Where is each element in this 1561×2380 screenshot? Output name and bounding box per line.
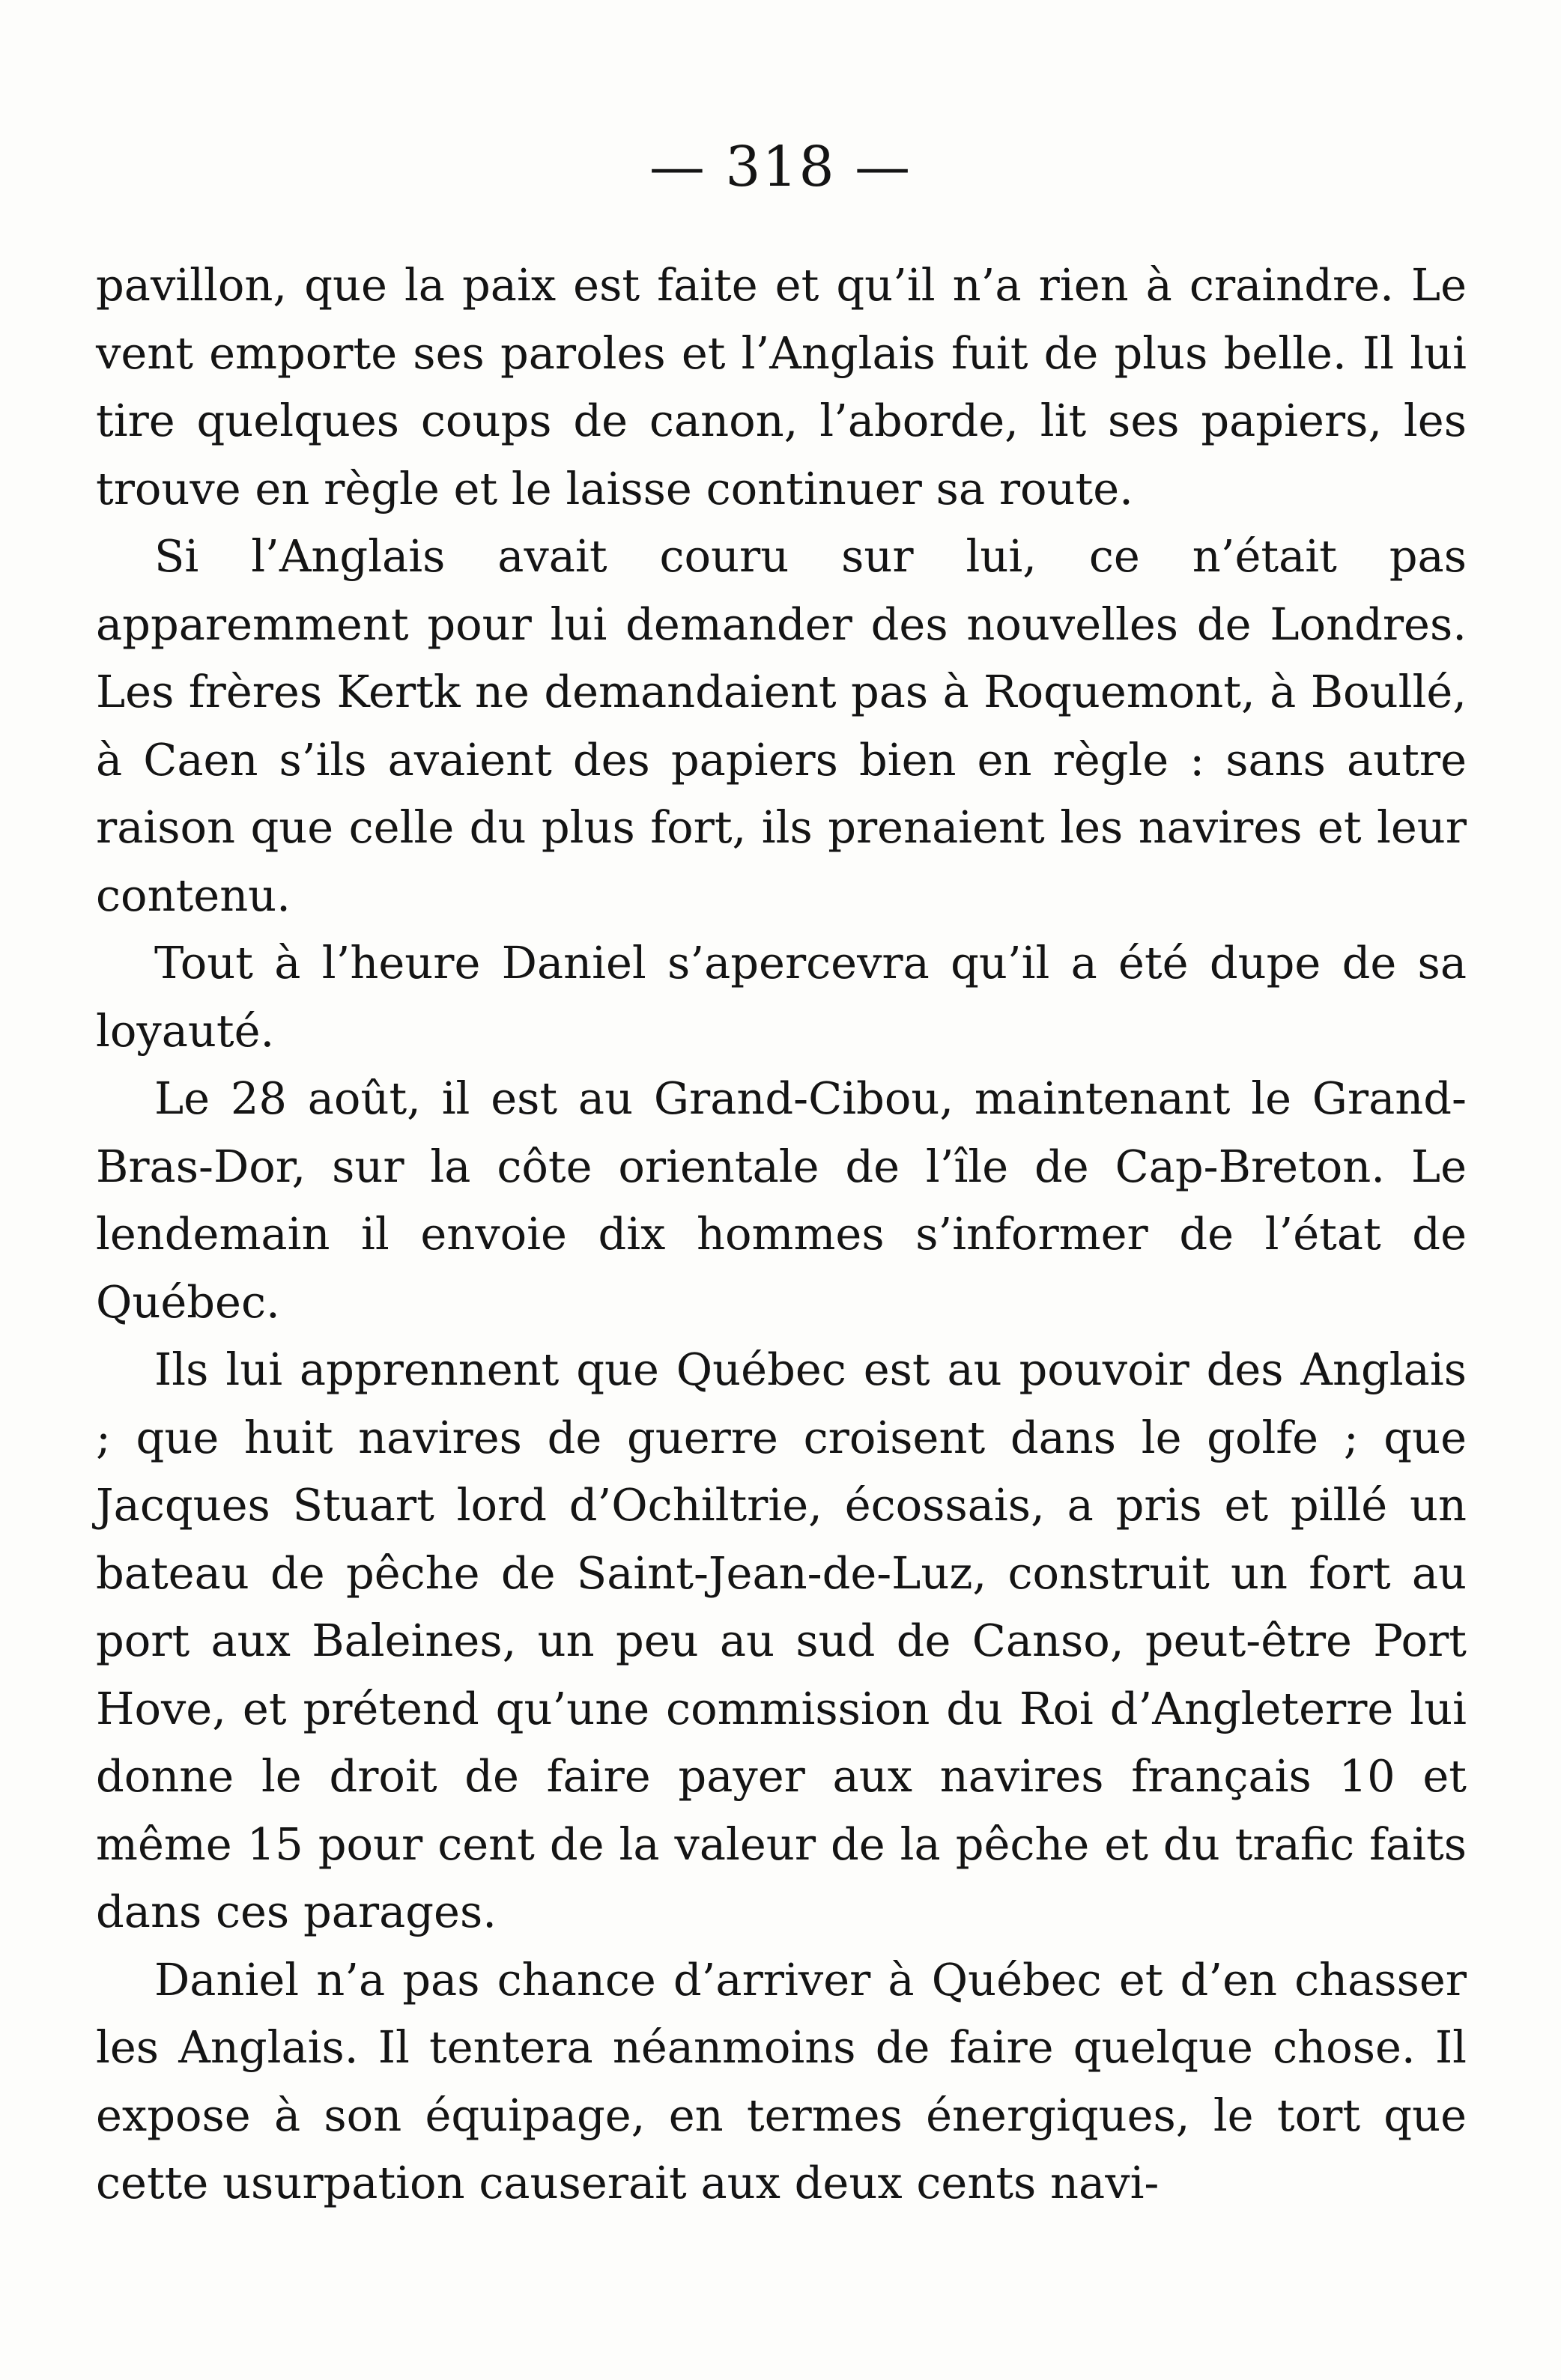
paragraph: pavillon, que la paix est faite et qu’il n’a rien à craindre. Le vent emporte ses paroles et l’Anglais fuit de plus belle. Il lui tire quelques coups de canon, l’aborde, lit ses papiers, les trouve en règle et le laisse continuer sa route.	[96, 259, 1467, 514]
paragraph: Le 28 août, il est au Grand-Cibou, maintenant le Grand-Bras-Dor, sur la côte orientale de l’île de Cap-Breton. Le lendemain il envoie dix hommes s’informer de l’état de Québec.	[96, 1072, 1467, 1328]
paragraph: Tout à l’heure Daniel s’apercevra qu’il a été dupe de sa loyauté.	[96, 937, 1467, 1057]
paragraph: Si l’Anglais avait couru sur lui, ce n’était pas apparemment pour lui demander des nouvelles de Londres. Les frères Kertk ne demandaient pas à Roquemont, à Boullé, à Caen s’ils avaient des papiers bien en règle : sans autre raison que celle du plus fort, ils prenaient les navires et leur contenu.	[96, 530, 1467, 921]
paragraph: Ils lui apprennent que Québec est au pouvoir des Anglais ; que huit navires de guerre croisent dans le golfe ; que Jacques Stuart lord d’Ochiltrie, écossais, a pris et pillé un bateau de pêche de Saint-Jean-de-Luz, construit un fort au port aux Baleines, un peu au sud de Canso, peut-être Port Hove, et prétend qu’une commission du Roi d’Angleterre lui donne le droit de faire payer aux navires français 10 et même 15 pour cent de la valeur de la pêche et du trafic faits dans ces parages.	[96, 1344, 1467, 1937]
body-text	[96, 252, 1467, 2217]
paragraph: Daniel n’a pas chance d’arriver à Québec et d’en chasser les Anglais. Il tentera néanmoins de faire quelque chose. Il expose à son équipage, en termes énergiques, le tort que cette usurpation causerait aux deux cents navi-	[96, 1953, 1467, 2209]
page-number: — 318 —	[649, 135, 912, 199]
